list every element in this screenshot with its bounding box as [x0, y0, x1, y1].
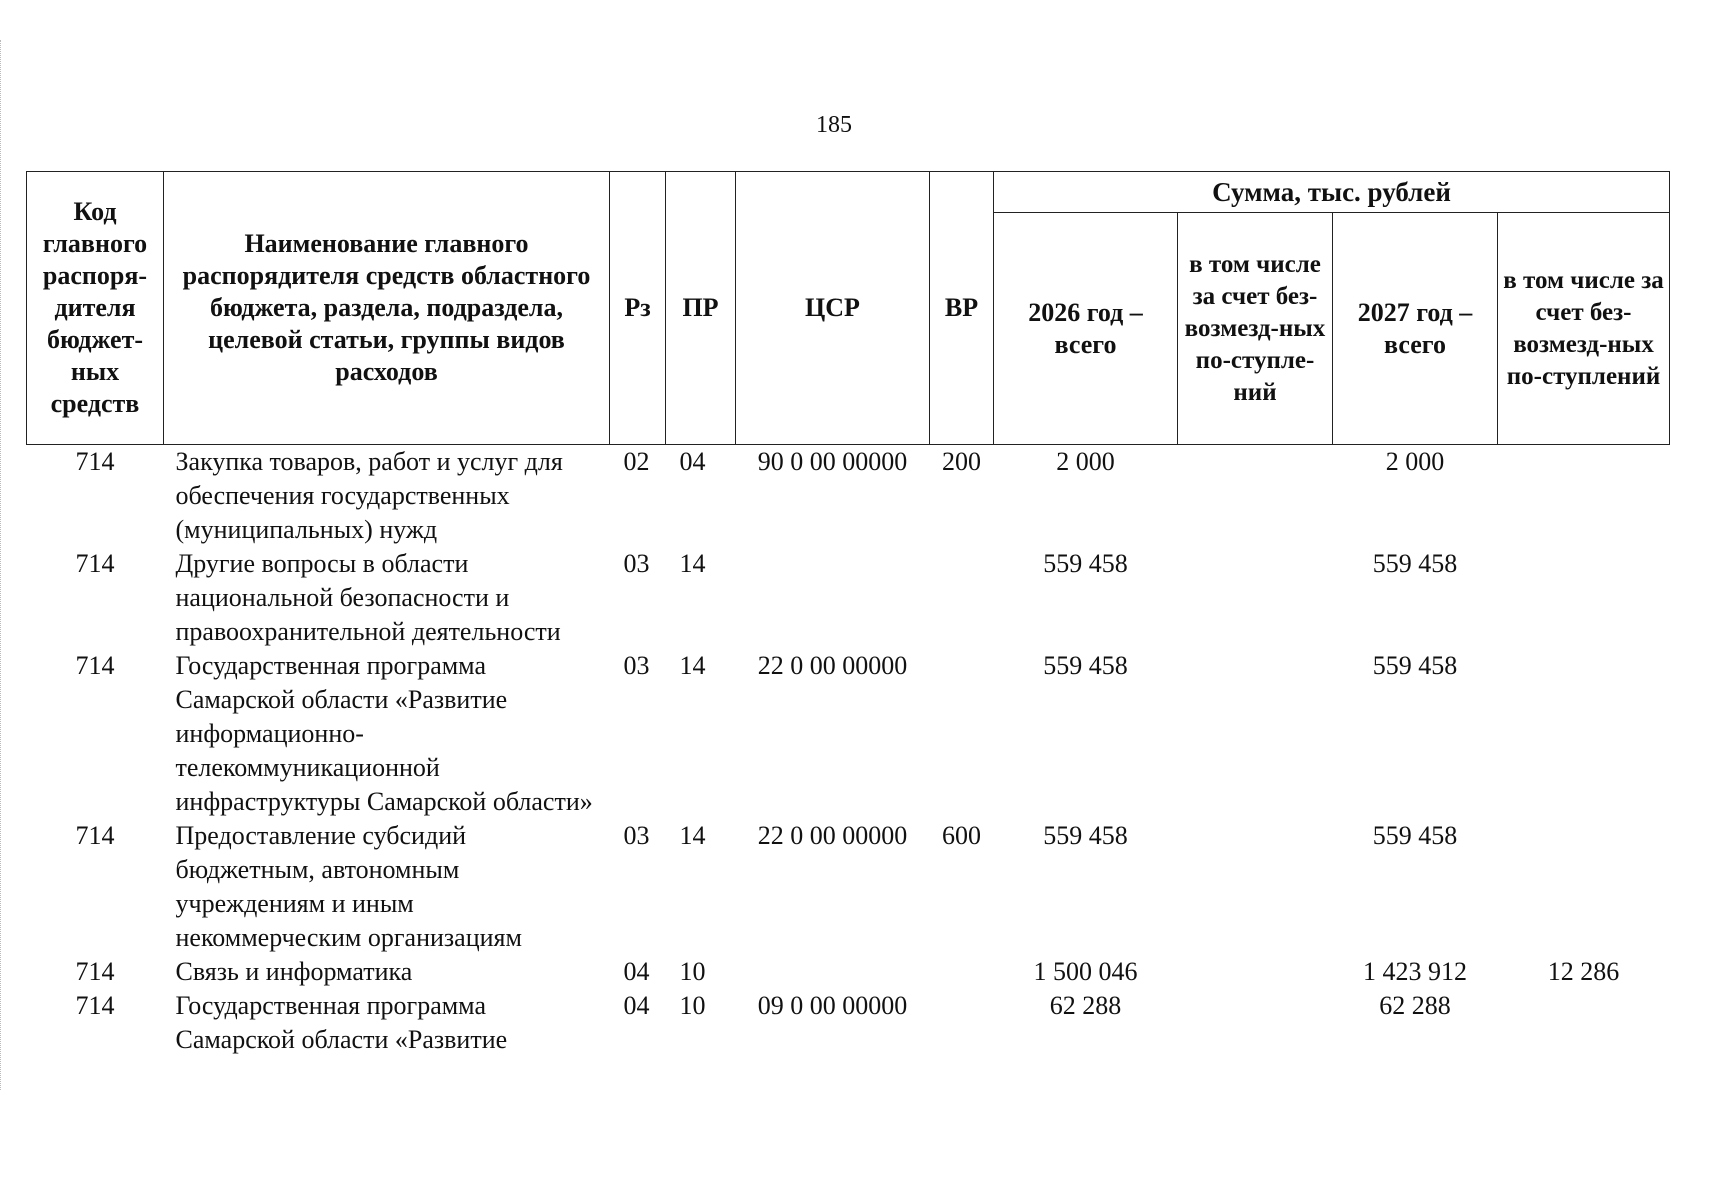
cell-2026-grants — [1178, 989, 1333, 1057]
header-pr: ПР — [666, 172, 736, 445]
header-2027-total: 2027 год – всего — [1333, 213, 1498, 445]
header-2027-grants: в том числе за счет без-возмезд-ных по-ступлений — [1498, 213, 1670, 445]
cell-csr: 09 0 00 00000 — [757, 991, 908, 1020]
cell-2026-total: 2 000 — [1056, 447, 1115, 476]
cell-name: Предоставление субсидий бюджетным, автономным учреждениям и иным некоммерческим организациям — [175, 821, 522, 952]
cell-2027-grants — [1498, 445, 1670, 548]
cell-rz: 03 — [623, 651, 650, 680]
cell-2026-total: 559 458 — [1043, 821, 1128, 850]
cell-2027-grants — [1498, 989, 1670, 1057]
cell-code: 714 — [75, 821, 115, 850]
cell-2027-total: 2 000 — [1385, 447, 1445, 476]
header-rz: Рз — [610, 172, 666, 445]
header-vr: ВР — [930, 172, 994, 445]
table-row — [27, 989, 1670, 1057]
table-row — [27, 955, 1670, 989]
cell-2027-grants — [1498, 649, 1670, 819]
table-row — [27, 445, 1670, 548]
cell-rz: 04 — [623, 957, 650, 986]
cell-rz: 03 — [623, 821, 650, 850]
cell-2026-grants — [1178, 445, 1333, 548]
cell-2027-total: 62 288 — [1379, 991, 1451, 1020]
cell-2026-total: 559 458 — [1043, 549, 1128, 578]
cell-code: 714 — [75, 447, 115, 476]
cell-pr: 14 — [679, 549, 706, 578]
cell-vr — [930, 955, 994, 989]
cell-rz: 03 — [623, 549, 650, 578]
cell-2026-grants — [1178, 649, 1333, 819]
cell-2026-grants — [1178, 547, 1333, 649]
cell-pr: 14 — [679, 651, 706, 680]
cell-2027-total: 559 458 — [1372, 821, 1458, 850]
cell-2026-total: 62 288 — [1049, 991, 1122, 1020]
cell-pr: 14 — [679, 821, 706, 850]
cell-csr: 22 0 00 00000 — [757, 651, 908, 680]
cell-code: 714 — [75, 549, 115, 578]
cell-vr: 600 — [942, 821, 981, 850]
cell-2027-grants — [1498, 819, 1670, 955]
cell-2027-total: 559 458 — [1372, 651, 1458, 680]
cell-vr — [930, 989, 994, 1057]
table-row — [27, 819, 1670, 955]
cell-pr: 10 — [679, 957, 706, 986]
cell-2026-grants — [1178, 955, 1333, 989]
cell-name: Государственная программа Самарской области «Развитие — [175, 991, 508, 1054]
cell-2026-grants — [1178, 819, 1333, 955]
cell-vr — [930, 547, 994, 649]
cell-name: Связь и информатика — [175, 957, 413, 986]
header-2026-total: 2026 год – всего — [994, 213, 1178, 445]
cell-2027-total: 559 458 — [1372, 549, 1458, 578]
cell-2027-grants: 12 286 — [1547, 957, 1620, 986]
header-2026-grants: в том числе за счет без-возмезд-ных по-ступле-ний — [1178, 213, 1333, 445]
cell-code: 714 — [75, 651, 115, 680]
cell-name: Закупка товаров, работ и услуг для обеспечения государственных (муниципальных) нужд — [175, 447, 563, 544]
cell-csr: 22 0 00 00000 — [757, 821, 908, 850]
cell-rz: 04 — [623, 991, 650, 1020]
cell-2026-total: 1 500 046 — [1033, 957, 1138, 986]
cell-name: Другие вопросы в области национальной безопасности и правоохранительной деятельности — [175, 549, 561, 646]
cell-code: 714 — [75, 957, 115, 986]
cell-2027-total: 1 423 912 — [1363, 957, 1467, 986]
cell-2027-grants — [1498, 547, 1670, 649]
cell-rz: 02 — [623, 447, 650, 476]
cell-vr: 200 — [942, 447, 981, 476]
budget-table — [26, 171, 1670, 1057]
cell-csr: 90 0 00 00000 — [757, 447, 908, 476]
table-row — [27, 547, 1670, 649]
cell-2026-total: 559 458 — [1043, 651, 1128, 680]
cell-csr — [736, 547, 930, 649]
cell-vr — [930, 649, 994, 819]
scan-edge-artifact — [0, 40, 9, 1090]
cell-code: 714 — [75, 991, 115, 1020]
header-sum-group: Сумма, тыс. рублей — [994, 172, 1670, 213]
cell-name: Государственная программа Самарской области «Развитие информационно-телекоммуникационной инфраструктуры Самарской области» — [175, 651, 593, 816]
header-row-1 — [27, 172, 1670, 213]
cell-csr — [736, 955, 930, 989]
header-name: Наименование главного распорядителя средств областного бюджета, раздела, подраздела, целевой статьи, группы видов расходов — [164, 172, 610, 445]
header-csr: ЦСР — [736, 172, 930, 445]
page-number: 185 — [816, 112, 852, 138]
table-row — [27, 649, 1670, 819]
cell-pr: 10 — [679, 991, 706, 1020]
header-code: Код главного распоря-дителя бюджет-ных средств — [27, 172, 164, 445]
cell-pr: 04 — [679, 447, 706, 476]
table-body — [27, 445, 1670, 1058]
